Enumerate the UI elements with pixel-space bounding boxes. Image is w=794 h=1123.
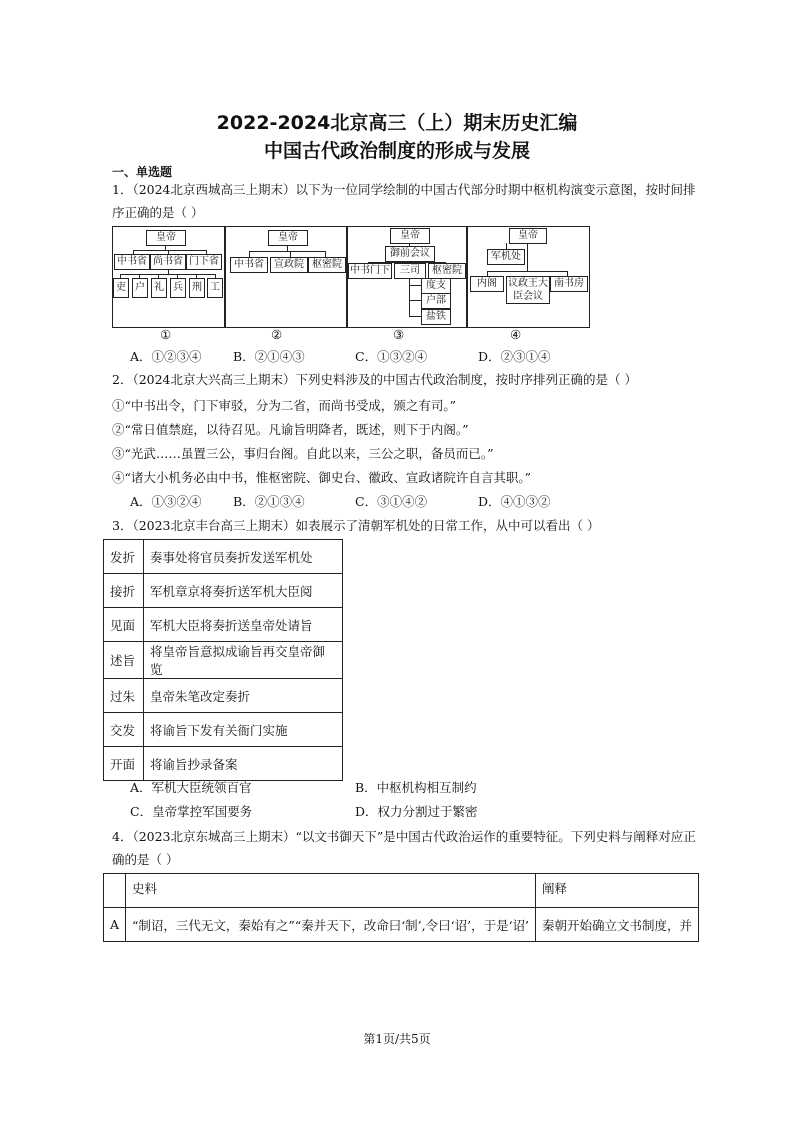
d2-dept-shumi: 枢密院 [308,257,346,273]
table-row [104,908,699,942]
d3-dept-shumi: 枢密院 [428,263,466,279]
table-header-row [104,874,699,908]
d2-dept-zhongshu: 中书省 [230,257,268,273]
table-cell-desc: 奏事处将官员奏折发送军机处 [144,540,343,574]
table-cell-source: “制诏，三代无文，秦始有之”“秦并天下，改命曰‘制’,令曰‘诏’，于是‘诏’ [126,908,536,942]
table-cell-step: 见面 [104,608,144,642]
q3-table [103,539,343,781]
d1-ministry-li-rites: 礼 [151,278,167,298]
d1-ministry-gong: 工 [207,278,223,298]
table-row [104,574,343,608]
section-heading: 一、单选题 [112,165,173,179]
diagram-label-3: ③ [393,327,405,342]
table-row [104,679,343,713]
d4-emperor: 皇帝 [509,228,547,244]
table-cell-step: 开面 [104,747,144,781]
table-cell-step: 述旨 [104,642,144,679]
d2-emperor: 皇帝 [268,230,308,246]
q1-option-b[interactable]: B．②①④③ [233,349,305,364]
d3-sub-hubu: 户部 [421,293,451,309]
table-row [104,713,343,747]
table-cell-desc: 皇帝朱笔改定奏折 [144,679,343,713]
table-cell-step: 过朱 [104,679,144,713]
table-cell-desc: 将皇帝旨意拟成谕旨再交皇帝御览 [144,642,343,679]
table-row [104,608,343,642]
table-cell-desc: 军机章京将奏折送军机大臣阅 [144,574,343,608]
table-cell-step: 接折 [104,574,144,608]
table-header-cell [104,874,126,908]
q2-item-4: ④“诸大小机务必由中书，惟枢密院、御史台、徽政、宣政诸院许自言其职。” [112,470,532,485]
table-cell-label: A [104,908,126,942]
table-header-cell: 史料 [126,874,536,908]
q2-option-a[interactable]: A．①③②④ [130,494,202,509]
diagram-label-4: ④ [510,327,522,342]
q3-option-c[interactable]: C．皇帝掌控军国要务 [130,804,253,819]
q2-option-c[interactable]: C．③①④② [355,494,428,509]
d1-ministry-bing: 兵 [170,278,186,298]
d1-dept-shangshu: 尚书省 [150,254,186,270]
d1-ministry-hu: 户 [132,278,148,298]
d4-dept-yizhengwang: 议政王大臣会议 [508,278,548,302]
table-cell-desc: 将谕旨下发有关衙门实施 [144,713,343,747]
table-row [104,540,343,574]
q3-option-d[interactable]: D．权力分割过于繁密 [355,804,478,819]
d4-dept-neige: 内阁 [470,276,504,292]
q4-table [103,873,699,942]
q2-item-3: ③“光武……虽置三公，事归台阁。自此以来，三公之职，备员而已。” [112,446,494,461]
table-row [104,747,343,781]
d3-emperor: 皇帝 [390,228,430,244]
table-cell-interpretation: 秦朝开始确立文书制度，并 [536,908,699,942]
d4-junjichu: 军机处 [487,249,525,265]
q2-option-d[interactable]: D．④①③② [478,494,551,509]
q4-stem-line1: 4．（2023北京东城高三上期末）“以文书御天下”是中国古代政治运作的重要特征。下列史料与阐释对应正 [112,829,696,844]
table-header-cell: 阐释 [536,874,699,908]
table-cell-step: 交发 [104,713,144,747]
q1-option-d[interactable]: D．②③①④ [478,349,551,364]
q1-stem-line1: 1．（2024北京西城高三上期末）以下为一位同学绘制的中国古代部分时期中枢机构演变示意图，按时间排 [112,182,696,197]
q3-option-a[interactable]: A．军机大臣统领百官 [130,780,252,795]
q2-stem: 2．（2024北京大兴高三上期末）下列史料涉及的中国古代政治制度，按时序排列正确的是（ ） [112,372,637,387]
q1-option-a[interactable]: A．①②③④ [130,349,202,364]
table-cell-desc: 军机大臣将奏折送皇帝处请旨 [144,608,343,642]
d3-dept-zhongshumenxia: 中书门下 [348,263,392,279]
d1-ministry-li: 吏 [113,278,129,298]
table-row [104,642,343,679]
d1-emperor: 皇帝 [146,230,186,246]
table-cell-step: 发折 [104,540,144,574]
diagram-label-1: ① [160,327,172,342]
table-cell-desc: 将谕旨抄录备案 [144,747,343,781]
d1-dept-zhongshu: 中书省 [114,254,150,270]
diagram-label-2: ② [271,327,283,342]
q2-item-2: ②“常日值禁庭，以待召见。凡谕旨明降者，既述，则下于内阁。” [112,422,469,437]
document-title: 2022-2024北京高三（上）期末历史汇编 [216,112,578,134]
d2-dept-xuanzheng: 宣政院 [270,257,308,273]
q2-item-1: ①“中书出令，门下审驳，分为二省，而尚书受成，颁之有司。” [112,398,457,413]
q3-stem: 3．（2023北京丰台高三上期末）如表展示了清朝军机处的日常工作，从中可以看出（ ） [112,518,600,533]
q2-option-b[interactable]: B．②①③④ [233,494,305,509]
q3-option-b[interactable]: B．中枢机构相互制约 [355,780,477,795]
q4-stem-line2: 确的是（ ） [112,852,179,867]
d3-sub-yantie: 盐铁 [421,309,451,325]
document-subtitle: 中国古代政治制度的形成与发展 [263,140,530,162]
d1-ministry-xing: 刑 [189,278,205,298]
d3-imperial-council: 御前会议 [385,246,435,262]
d3-sub-duzhi: 度支 [421,278,451,294]
d4-dept-nanshufang: 南书房 [550,276,588,292]
d1-dept-menxia: 门下省 [186,254,222,270]
d3-dept-sansi: 三司 [394,263,426,279]
q1-stem-line2: 序正确的是（ ） [112,205,204,220]
q1-option-c[interactable]: C．①③②④ [355,349,428,364]
page-number: 第1页/共5页 [363,1032,431,1046]
